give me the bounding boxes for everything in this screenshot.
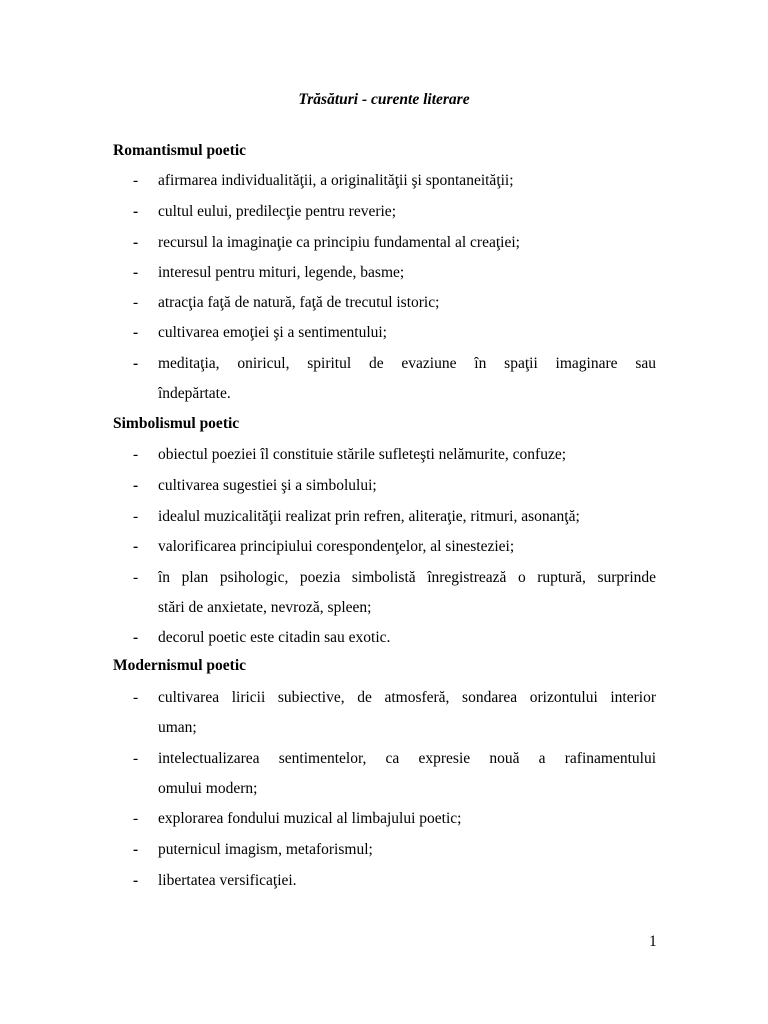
list-item xyxy=(113,288,656,318)
list-item-text-line2: uman; xyxy=(158,719,197,736)
bullet-dash: - xyxy=(133,569,139,586)
list-item-text: valorificarea principiului corespondenţelor, al sinesteziei; xyxy=(158,538,515,555)
list-item xyxy=(113,532,656,562)
list-item-text-line1: în plan psihologic, poezia simbolistă înregistrează o ruptură, surprinde xyxy=(158,569,656,586)
list-item xyxy=(113,563,656,623)
bullet-dash: - xyxy=(133,446,139,463)
bullet-dash: - xyxy=(133,324,139,341)
bullet-dash: - xyxy=(133,750,139,767)
section-heading-modernism: Modernismul poetic xyxy=(113,657,247,674)
list-item-text: atracţia faţă de natură, faţă de trecutul istoric; xyxy=(158,294,440,311)
list-item-text: libertatea versificaţiei. xyxy=(158,872,297,889)
list-item xyxy=(113,349,656,409)
bullet-dash: - xyxy=(133,841,139,858)
list-item xyxy=(113,835,656,865)
list-item-text-line2: omului modern; xyxy=(158,780,258,797)
bullet-dash: - xyxy=(133,203,139,220)
bullet-dash: - xyxy=(133,355,139,372)
bullet-dash: - xyxy=(133,508,139,525)
list-item xyxy=(113,440,656,470)
bullet-dash: - xyxy=(133,538,139,555)
bullet-dash: - xyxy=(133,264,139,281)
list-item-text-line1: cultivarea liricii subiective, de atmosferă, sondarea orizontului interior xyxy=(158,689,656,706)
bullet-dash: - xyxy=(133,294,139,311)
page-number: 1 xyxy=(649,933,657,950)
list-item xyxy=(113,166,656,196)
document-title: Trăsături - curente literare xyxy=(298,91,470,108)
list-item-text-line2: îndepărtate. xyxy=(158,385,231,402)
list-item-text: puternicul imagism, metaforismul; xyxy=(158,841,373,858)
list-item-text: interesul pentru mituri, legende, basme; xyxy=(158,264,405,281)
bullet-dash: - xyxy=(133,234,139,251)
list-item-text: decorul poetic este citadin sau exotic. xyxy=(158,629,391,646)
list-item xyxy=(113,804,656,834)
list-item-text: cultul eului, predilecţie pentru reverie; xyxy=(158,203,396,220)
bullet-dash: - xyxy=(133,172,139,189)
bullet-dash: - xyxy=(133,477,139,494)
list-item-text: cultivarea emoţiei şi a sentimentului; xyxy=(158,324,387,341)
list-item-text: cultivarea sugestiei şi a simbolului; xyxy=(158,477,377,494)
bullet-dash: - xyxy=(133,689,139,706)
list-item-text: explorarea fondului muzical al limbajului poetic; xyxy=(158,810,462,827)
list-item-text: afirmarea individualităţii, a originalităţii şi spontaneităţii; xyxy=(158,172,514,189)
list-item xyxy=(113,318,656,348)
list-item-text-line2: stări de anxietate, nevroză, spleen; xyxy=(158,599,372,616)
list-item xyxy=(113,228,656,258)
list-item xyxy=(113,744,656,804)
bullet-dash: - xyxy=(133,629,139,646)
list-item xyxy=(113,502,656,532)
list-item-text-line1: intelectualizarea sentimentelor, ca expresie nouă a rafinamentului xyxy=(158,750,656,767)
list-item-text: recursul la imaginaţie ca principiu fundamental al creaţiei; xyxy=(158,234,520,251)
list-item xyxy=(113,197,656,227)
section-heading-romantism: Romantismul poetic xyxy=(113,142,247,159)
list-item xyxy=(113,623,656,653)
list-item xyxy=(113,683,656,743)
bullet-dash: - xyxy=(133,810,139,827)
list-item xyxy=(113,866,656,896)
section-heading-simbolism: Simbolismul poetic xyxy=(113,415,240,432)
list-item-text: obiectul poeziei îl constituie stările sufleteşti nelămurite, confuze; xyxy=(158,446,567,463)
list-item-text-line1: meditaţia, oniricul, spiritul de evaziune în spaţii imaginare sau xyxy=(158,355,656,372)
list-item xyxy=(113,258,656,288)
bullet-dash: - xyxy=(133,872,139,889)
list-item-text: idealul muzicalităţii realizat prin refren, aliteraţie, ritmuri, asonanţă; xyxy=(158,508,580,525)
list-item xyxy=(113,471,656,501)
